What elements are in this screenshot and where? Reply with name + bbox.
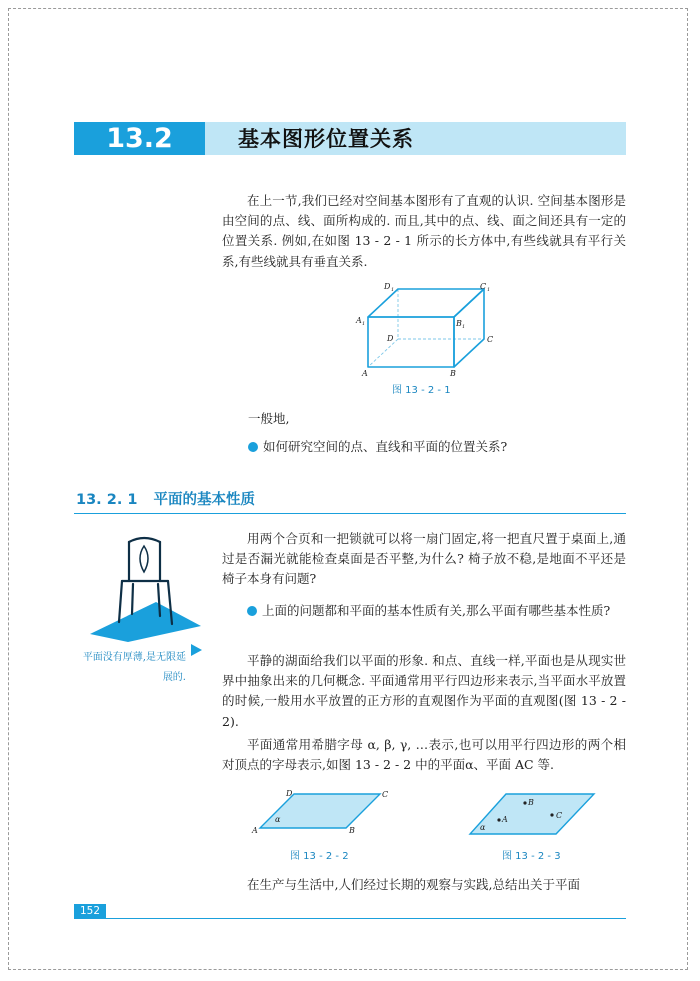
floor-plane [90,602,201,642]
subsection-number: 13. 2. 1 [76,492,138,508]
label-d1: D [384,282,391,291]
front-face [368,317,454,367]
label-alpha: α [480,823,486,832]
point-a [497,818,500,821]
figure-13-2-2-plane [250,786,395,836]
paragraph-2: 平静的湖面给我们以平面的形象. 和点、直线一样,平面也是从现实世界中抽象出来的几何概念. 平面通常用平行四边形来表示,当平面水平放置的时候,一般用水平放置的正方形的直观图作为平面的直观图(图 13 - 2 - 2). [222,653,626,729]
figure-13-2-3-caption: 图 13 - 2 - 3 [502,851,561,862]
label-alpha: α [275,815,281,824]
edge-ad [368,339,398,367]
svg-text:1: 1 [391,287,395,293]
label-c1: C [480,282,487,291]
section-number: 13.2 [74,122,205,155]
label-b1: B [456,319,462,328]
label-d: D [286,789,293,798]
point-b [523,801,526,804]
svg-text:A: A [502,815,508,824]
top-face [368,289,484,317]
chair-illustration [88,534,203,644]
footer-rule [106,918,626,919]
figure-13-2-3-plane [466,790,601,838]
intro-paragraph: 在上一节,我们已经对空间基本图形有了直观的认识. 空间基本图形是由空间的点、线、面所构成的. 而且,其中的点、线、面之间还具有一定的位置关系. 例如,在如图 13 - 2 - 1 所示的长方体中,有些线就具有平行关系,有些线就具有垂直关系. [222,193,626,269]
svg-text:B: B [528,798,534,807]
label-d: D [387,334,394,343]
label-a: A [252,826,258,835]
question-2: 上面的问题都和平面的基本性质有关,那么平面有哪些基本性质? [222,601,626,621]
point-c [550,813,553,816]
svg-text:1: 1 [362,321,366,327]
general-text: 一般地, [248,411,290,426]
page-number: 152 [74,904,106,919]
label-b: B [450,369,456,378]
paragraph-3: 平面通常用希腊字母 α, β, γ, …表示,也可以用平行四边形的两个相对顶点的字母表示,如图 13 - 2 - 2 中的平面α、平面 AC 等. [222,737,626,773]
figure-13-2-1-cuboid [350,280,500,396]
side-note: 平面没有厚薄,是无限延展的. [82,652,186,683]
svg-text:C: C [556,811,563,820]
bullet-icon [248,442,258,452]
subsection-title: 平面的基本性质 [153,492,255,508]
figure-13-2-1-caption: 图 13 - 2 - 1 [392,385,451,396]
paragraph-4: 在生产与生活中,人们经过长期的观察与实践,总结出关于平面 [247,877,580,892]
label-c: C [487,335,494,344]
paragraph-1: 用两个合页和一把锁就可以将一扇门固定,将一把直尺置于桌面上,通过是否漏光就能检查桌面是否平整,为什么? 椅子放不稳,是地面不平还是椅子本身有问题? [222,531,626,587]
bullet-icon [247,606,257,616]
section-title: 基本图形位置关系 [238,126,414,151]
label-a1: A [356,316,362,325]
figure-13-2-2-caption: 图 13 - 2 - 2 [290,851,349,862]
svg-text:1: 1 [487,287,491,293]
question-1: 如何研究空间的点、直线和平面的位置关系? [248,437,628,457]
label-c: C [382,790,389,799]
side-note-arrow-icon [190,643,204,657]
label-b: B [349,826,355,835]
subsection-heading [76,488,255,509]
label-a: A [362,369,368,378]
right-face [454,289,484,367]
svg-text:1: 1 [462,324,466,330]
subsection-rule [74,513,626,514]
